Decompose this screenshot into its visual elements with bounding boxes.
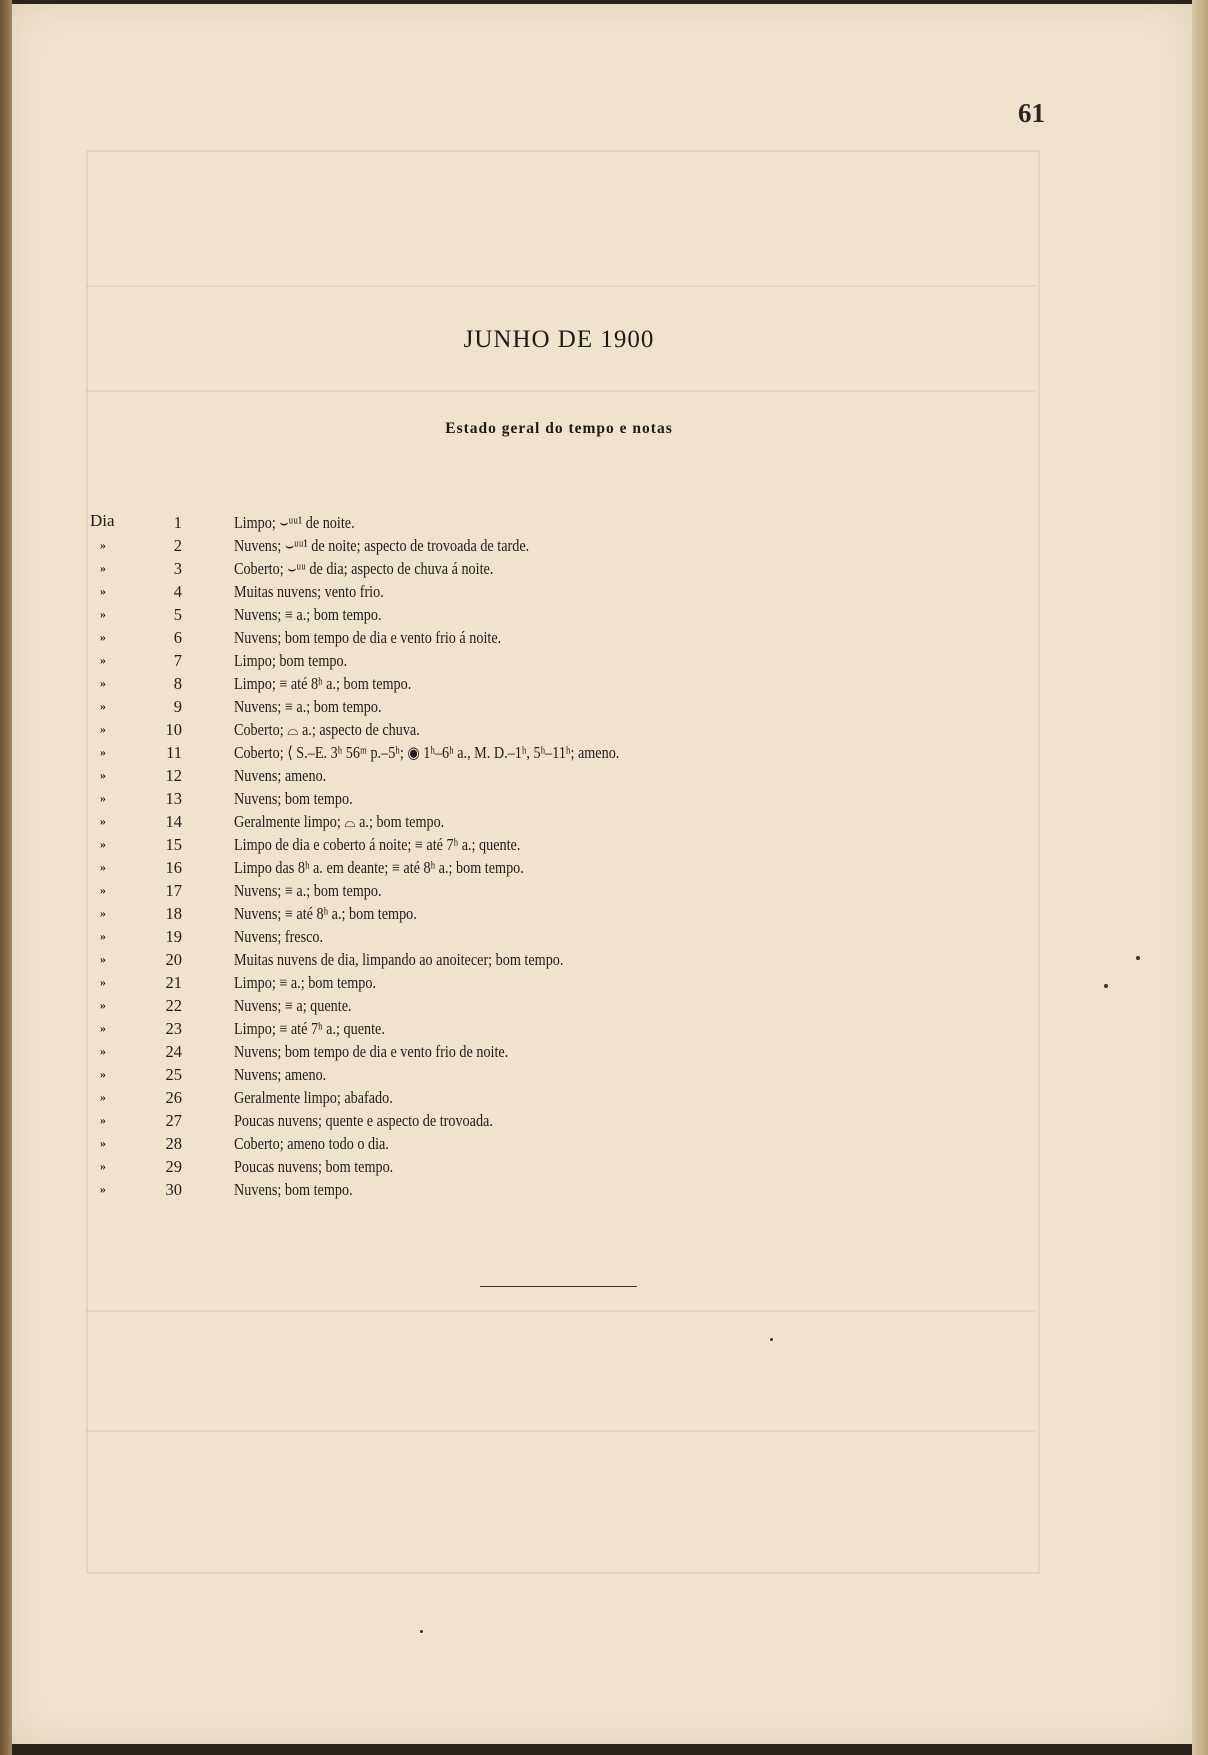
weather-note: Nuvens; ≡ a; quente.: [234, 996, 352, 1015]
list-item: [0, 833, 1180, 856]
ditto-mark: »: [100, 975, 106, 989]
ditto-mark: »: [100, 745, 106, 759]
weather-note: Limpo; ≡ até 7ʰ a.; quente.: [234, 1019, 385, 1038]
ink-speck: [1136, 956, 1140, 960]
weather-note: Nuvens; ≡ a.; bom tempo.: [234, 881, 382, 900]
ditto-mark: »: [100, 1021, 106, 1035]
weather-note: Muitas nuvens de dia, limpando ao anoitecer; bom tempo.: [234, 950, 564, 969]
list-item: [0, 1155, 1180, 1178]
show-through-rule: [86, 390, 1036, 392]
list-item: [0, 994, 1180, 1017]
weather-note: Coberto; ameno todo o dia.: [234, 1134, 389, 1153]
ditto-mark: »: [100, 952, 106, 966]
list-item: [0, 626, 1180, 649]
list-item: [0, 603, 1180, 626]
weather-note: Nuvens; bom tempo de dia e vento frio á noite.: [234, 628, 502, 647]
dia-label: Dia: [90, 511, 115, 530]
day-number: 15: [165, 835, 182, 854]
list-item: [0, 649, 1180, 672]
list-item: [0, 511, 1180, 534]
ditto-mark: »: [100, 699, 106, 713]
day-number: 29: [165, 1157, 182, 1176]
ditto-mark: »: [100, 791, 106, 805]
ink-speck: [770, 1338, 773, 1341]
day-number: 21: [165, 973, 182, 992]
weather-note: Limpo; ≡ a.; bom tempo.: [234, 973, 377, 992]
ditto-mark: »: [100, 929, 106, 943]
list-item: [0, 741, 1180, 764]
day-number: 4: [173, 582, 182, 601]
ditto-mark: »: [100, 538, 106, 552]
day-number: 20: [165, 950, 182, 969]
weather-note: Coberto; ⌣ᵘᵘ de dia; aspecto de chuva á noite.: [234, 559, 494, 578]
weather-note: Coberto; ⌓ a.; aspecto de chuva.: [234, 720, 420, 739]
ditto-mark: »: [100, 860, 106, 874]
ditto-mark: »: [100, 561, 106, 575]
day-number: 25: [165, 1065, 182, 1084]
ditto-mark: »: [100, 1090, 106, 1104]
ditto-mark: »: [100, 630, 106, 644]
page-title: JUNHO DE 1900: [463, 326, 655, 353]
day-number: 6: [173, 628, 182, 647]
list-item: [0, 557, 1180, 580]
list-item: [0, 902, 1180, 925]
page-number: 61: [1018, 98, 1045, 128]
list-item: [0, 787, 1180, 810]
list-item: [0, 1063, 1180, 1086]
weather-note: Nuvens; ≡ até 8ʰ a.; bom tempo.: [234, 904, 417, 923]
ditto-mark: »: [100, 1182, 106, 1196]
list-item: [0, 925, 1180, 948]
weather-note: Nuvens; bom tempo.: [234, 789, 353, 808]
weather-note: Geralmente limpo; ⌓ a.; bom tempo.: [234, 812, 445, 831]
weather-note: Nuvens; bom tempo de dia e vento frio de noite.: [234, 1042, 509, 1061]
weather-note: Poucas nuvens; bom tempo.: [234, 1157, 394, 1176]
weather-note: Nuvens; ≡ a.; bom tempo.: [234, 605, 382, 624]
show-through-rule: [86, 1430, 1036, 1432]
list-item: [0, 695, 1180, 718]
day-number: 13: [165, 789, 182, 808]
ditto-mark: »: [100, 653, 106, 667]
weather-note: Nuvens; ameno.: [234, 1065, 327, 1084]
ditto-mark: »: [100, 883, 106, 897]
day-number: 3: [173, 559, 182, 578]
weather-note: Coberto; ⟨ S.–E. 3ʰ 56ᵐ p.–5ʰ; ◉ 1ʰ–6ʰ a., M. D.–1ʰ, 5ʰ–11ʰ; ameno.: [234, 743, 620, 762]
list-item: [0, 764, 1180, 787]
day-number: 19: [165, 927, 182, 946]
list-item: [0, 948, 1180, 971]
show-through-rule: [86, 1310, 1036, 1312]
ditto-mark: »: [100, 607, 106, 621]
list-item: [0, 1109, 1180, 1132]
weather-note: Nuvens; ⌣ᵘᵘ¹ de noite; aspecto de trovoada de tarde.: [234, 536, 530, 555]
weather-note: Limpo das 8ʰ a. em deante; ≡ até 8ʰ a.; bom tempo.: [234, 858, 524, 877]
ditto-mark: »: [100, 1113, 106, 1127]
weather-note: Nuvens; bom tempo.: [234, 1180, 353, 1199]
weather-note: Nuvens; ameno.: [234, 766, 327, 785]
list-item: [0, 718, 1180, 741]
day-number: 9: [173, 697, 182, 716]
day-number: 27: [165, 1111, 182, 1130]
day-number: 11: [166, 743, 182, 762]
weather-note: Muitas nuvens; vento frio.: [234, 582, 384, 601]
ditto-mark: »: [100, 1044, 106, 1058]
weather-note: Nuvens; fresco.: [234, 927, 324, 946]
weather-note: Limpo; ≡ até 8ʰ a.; bom tempo.: [234, 674, 412, 693]
weather-note: Limpo; ⌣ᵘᵘ¹ de noite.: [234, 513, 355, 532]
list-item: [0, 1086, 1180, 1109]
list-item: [0, 1132, 1180, 1155]
daily-notes-list: [0, 511, 1180, 1201]
ditto-mark: »: [100, 1067, 106, 1081]
section-subtitle: Estado geral do tempo e notas: [445, 420, 673, 437]
ditto-mark: »: [100, 722, 106, 736]
day-number: 14: [165, 812, 182, 831]
day-number: 30: [165, 1180, 182, 1199]
day-number: 8: [173, 674, 182, 693]
weather-note: Geralmente limpo; abafado.: [234, 1088, 393, 1107]
ditto-mark: »: [100, 584, 106, 598]
list-item: [0, 672, 1180, 695]
day-number: 28: [165, 1134, 182, 1153]
day-number: 26: [165, 1088, 182, 1107]
ditto-mark: »: [100, 768, 106, 782]
list-item: [0, 534, 1180, 557]
weather-note: Limpo; bom tempo.: [234, 651, 348, 670]
list-item: [0, 856, 1180, 879]
day-number: 5: [173, 605, 182, 624]
day-number: 10: [165, 720, 182, 739]
list-item: [0, 810, 1180, 833]
show-through-rule: [86, 285, 1036, 287]
list-item: [0, 1040, 1180, 1063]
weather-note: Nuvens; ≡ a.; bom tempo.: [234, 697, 382, 716]
day-number: 12: [165, 766, 182, 785]
page-fore-edge: [1192, 0, 1208, 1755]
ditto-mark: »: [100, 998, 106, 1012]
ink-speck: [420, 1630, 423, 1633]
ditto-mark: »: [100, 837, 106, 851]
day-number: 2: [173, 536, 182, 555]
list-item: [0, 879, 1180, 902]
closing-rule: [480, 1286, 637, 1287]
ditto-mark: »: [100, 906, 106, 920]
day-number: 7: [173, 651, 182, 670]
list-item: [0, 971, 1180, 994]
day-number: 24: [165, 1042, 182, 1061]
weather-note: Limpo de dia e coberto á noite; ≡ até 7ʰ a.; quente.: [234, 835, 521, 854]
list-item: [0, 1017, 1180, 1040]
day-number: 17: [165, 881, 182, 900]
ditto-mark: »: [100, 676, 106, 690]
day-number: 1: [173, 513, 182, 532]
day-number: 16: [165, 858, 182, 877]
day-number: 18: [165, 904, 182, 923]
weather-note: Poucas nuvens; quente e aspecto de trovoada.: [234, 1111, 493, 1130]
ink-speck: [1104, 984, 1108, 988]
day-number: 22: [165, 996, 182, 1015]
list-item: [0, 1178, 1180, 1201]
day-number: 23: [165, 1019, 182, 1038]
ditto-mark: »: [100, 1136, 106, 1150]
ditto-mark: »: [100, 1159, 106, 1173]
list-item: [0, 580, 1180, 603]
ditto-mark: »: [100, 814, 106, 828]
